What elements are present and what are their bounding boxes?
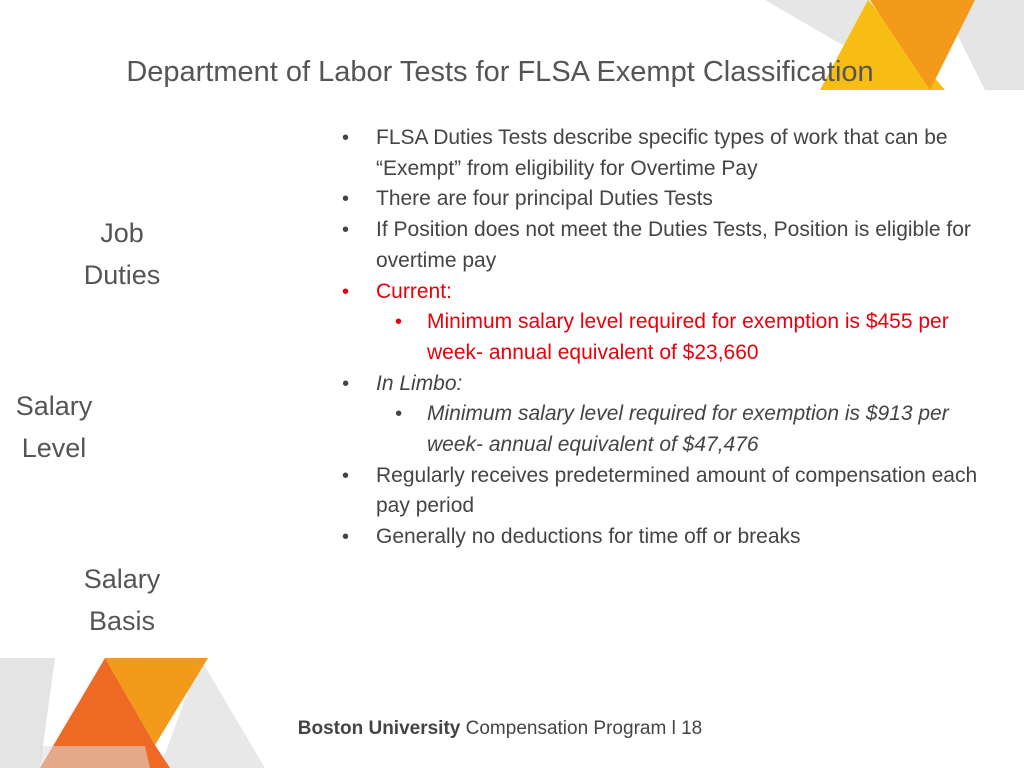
triangle-gray-bottom-tip bbox=[40, 746, 150, 768]
salary-level-label-line2: Level bbox=[21, 433, 87, 463]
sub-bullet-item-current bbox=[340, 307, 1000, 368]
footer-org: Boston University bbox=[297, 718, 461, 739]
salary-basis-label-line2: Basis bbox=[88, 606, 156, 636]
slide-footer bbox=[0, 718, 1000, 740]
job-duties-label-line1: Job bbox=[100, 218, 144, 248]
footer-program: Compensation Program bbox=[465, 718, 667, 739]
footer-separator: l bbox=[671, 718, 676, 739]
bullet-dot: • bbox=[342, 188, 350, 211]
bullet-dot: • bbox=[395, 311, 403, 334]
bullet-text: Minimum salary level required for exemption is $455 per week- annual equivalent of $23,660 bbox=[427, 310, 949, 364]
slide-title: Department of Labor Tests for FLSA Exempt Classification bbox=[126, 56, 874, 88]
bullet-item-in-limbo bbox=[340, 369, 1000, 400]
bullet-dot: • bbox=[395, 403, 403, 426]
bullet-item bbox=[340, 522, 1000, 553]
bullet-item bbox=[340, 123, 1000, 184]
bullet-dot: • bbox=[342, 526, 350, 549]
bullet-text: Regularly receives predetermined amount of compensation each pay period bbox=[376, 463, 978, 518]
bullet-text: If Position does not meet the Duties Tests, Position is eligible for overtime pay bbox=[376, 218, 971, 272]
job-duties-label-line2: Duties bbox=[83, 260, 161, 290]
bullet-dot: • bbox=[342, 464, 350, 487]
bullet-item bbox=[340, 215, 1000, 276]
bullet-text: In Limbo: bbox=[376, 371, 463, 395]
bullet-text: Current: bbox=[376, 279, 452, 303]
salary-basis-label bbox=[42, 558, 202, 642]
salary-level-label bbox=[0, 385, 134, 469]
bullet-dot: • bbox=[342, 372, 350, 395]
bullet-text: Minimum salary level required for exemption is $913 per week- annual equivalent of $47,476 bbox=[427, 402, 949, 457]
salary-basis-label-line1: Salary bbox=[83, 564, 161, 594]
bullet-text: FLSA Duties Tests describe specific types of work that can be “Exempt” from eligibility for Overtime Pay bbox=[376, 126, 948, 180]
bullet-item-current bbox=[340, 277, 1000, 308]
bullet-text: There are four principal Duties Tests bbox=[376, 187, 713, 211]
bullet-text: Generally no deductions for time off or breaks bbox=[376, 525, 801, 549]
sub-bullet-item-in-limbo bbox=[340, 399, 1000, 460]
bullet-item bbox=[340, 461, 1000, 522]
bullet-item bbox=[340, 184, 1000, 215]
bullet-dot: • bbox=[342, 280, 350, 303]
page-number: 18 bbox=[681, 718, 703, 739]
job-duties-label bbox=[42, 212, 202, 296]
salary-level-label-line1: Salary bbox=[15, 391, 93, 421]
bullet-dot: • bbox=[342, 127, 350, 149]
bullet-list bbox=[340, 123, 1000, 553]
bullet-dot: • bbox=[342, 219, 350, 242]
